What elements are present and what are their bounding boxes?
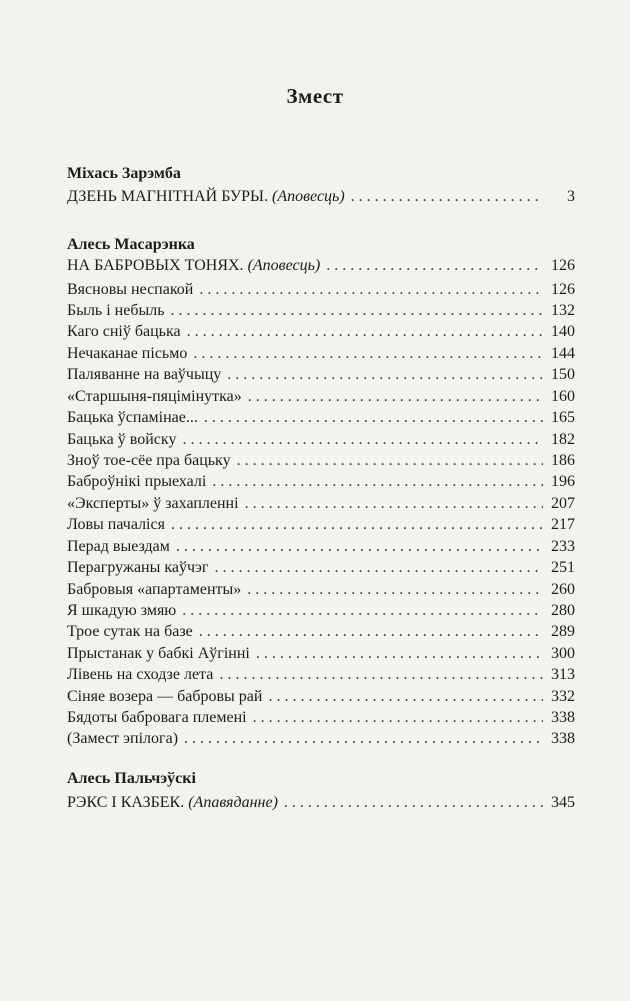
leader-dots [237,452,543,470]
toc-entry[interactable] [67,602,575,624]
toc-entry[interactable] [67,666,575,688]
entry-title: Вясновы неспакой [67,281,194,298]
toc-entry[interactable] [67,473,575,495]
leader-dots [182,431,543,449]
toc-entry[interactable] [67,323,575,345]
entry-page-number: 207 [551,495,575,512]
leader-dots [268,688,543,706]
leader-dots [247,581,543,599]
toc-entry[interactable] [67,645,575,667]
leader-dots [248,388,543,406]
leader-dots [193,345,543,363]
toc-entry[interactable] [67,538,575,560]
entry-title: Прыстанак у бабкі Аўгінні [67,645,250,662]
entry-page-number: 160 [551,388,575,405]
entry-title: Перад выездам [67,538,170,555]
toc-entry[interactable] [67,452,575,474]
page-title: Змест [286,84,344,108]
entry-title: «Эксперты» ў захапленні [67,495,239,512]
toc-entry[interactable] [67,516,575,538]
entry-page-number: 126 [551,257,575,274]
entry-subtitle: (Аповесць) [272,188,345,205]
entry-page-number: 140 [551,323,575,340]
toc-entry[interactable] [67,409,575,431]
entry-title: Лівень на сходзе лета [67,666,214,683]
leader-dots [176,538,543,556]
entry-page-number: 251 [551,559,575,576]
entry-page-number: 150 [551,366,575,383]
section-author: Алесь Пальчэўскі [67,770,196,787]
entry-page-number: 280 [551,602,575,619]
entry-page-number: 165 [551,409,575,426]
entry-title: Быль і небыль [67,302,165,319]
entry-page-number: 186 [551,452,575,469]
entry-page-number: 233 [551,538,575,555]
toc-entry[interactable] [67,366,575,388]
toc-entry[interactable] [67,794,575,816]
leader-dots [214,559,543,577]
leader-dots [182,602,543,620]
toc-entry[interactable] [67,188,575,210]
entry-title: ДЗЕНЬ МАГНІТНАЙ БУРЫ. [67,188,268,205]
toc-entry[interactable] [67,559,575,581]
entry-title: НА БАБРОВЫХ ТОНЯХ. [67,257,244,274]
leader-dots [171,302,544,320]
leader-dots [219,666,543,684]
entry-page-number: 332 [551,688,575,705]
entry-title: (Замест эпілога) [67,730,179,747]
leader-dots [212,473,543,491]
toc-entry[interactable] [67,688,575,710]
entry-title: Бядоты бабровага племені [67,709,247,726]
entry-title: Перагружаны каўчэг [67,559,209,576]
entry-page-number: 182 [551,431,575,448]
leader-dots [184,730,543,748]
toc-entry[interactable] [67,431,575,453]
entry-title: Зноў тое-сёе пра бацьку [67,452,231,469]
leader-dots [351,188,543,206]
toc-entry[interactable] [67,495,575,517]
entry-page-number: 300 [551,645,575,662]
toc-entry[interactable] [67,730,575,752]
entry-title: Трое сутак на базе [67,623,193,640]
toc-entry[interactable] [67,281,575,303]
entry-page-number: 217 [551,516,575,533]
entry-title: Бацька ўспамінае... [67,409,198,426]
entry-subtitle: (Апавяданне) [188,794,278,811]
entry-page-number: 345 [551,794,575,811]
leader-dots [199,623,543,641]
entry-title: «Старшыня-пяцімінутка» [67,388,242,405]
entry-page-number: 132 [551,302,575,319]
leader-dots [204,409,543,427]
entry-title: Ловы пачаліся [67,516,165,533]
leader-dots [256,645,543,663]
entry-page-number: 260 [551,581,575,598]
entry-page-number: 3 [567,188,575,205]
entry-title: Паляванне на ваўчыцу [67,366,222,383]
entry-title: Нечаканае пісьмо [67,345,188,362]
entry-title: Баброўнікі прыехалі [67,473,207,490]
entry-subtitle: (Аповесць) [247,257,321,274]
section-author: Алесь Масарэнка [67,236,195,253]
toc-entry[interactable] [67,623,575,645]
entry-title: Я шкадую змяю [67,602,177,619]
toc-entry[interactable] [67,388,575,410]
toc-entry[interactable] [67,257,575,279]
entry-title: Бацька ў войску [67,431,177,448]
entry-title: Бабровыя «апартаменты» [67,581,242,598]
toc-entry[interactable] [67,345,575,367]
section-author: Міхась Зарэмба [67,165,181,182]
entry-page-number: 338 [551,730,575,747]
leader-dots [326,257,543,275]
entry-page-number: 126 [551,281,575,298]
leader-dots [284,794,543,812]
toc-entry[interactable] [67,581,575,603]
leader-dots [171,516,543,534]
leader-dots [187,323,543,341]
entry-page-number: 196 [551,473,575,490]
entry-page-number: 144 [551,345,575,362]
leader-dots [227,366,543,384]
entry-page-number: 313 [551,666,575,683]
toc-entry[interactable] [67,709,575,731]
entry-title: РЭКС І КАЗБЕК. [67,794,185,811]
leader-dots [245,495,543,513]
leader-dots [253,709,543,727]
toc-entry[interactable] [67,302,575,324]
entry-title: Сіняе возера — бабровы рай [67,688,263,705]
leader-dots [199,281,543,299]
entry-page-number: 289 [551,623,575,640]
entry-page-number: 338 [551,709,575,726]
entry-title: Каго сніў бацька [67,323,181,340]
